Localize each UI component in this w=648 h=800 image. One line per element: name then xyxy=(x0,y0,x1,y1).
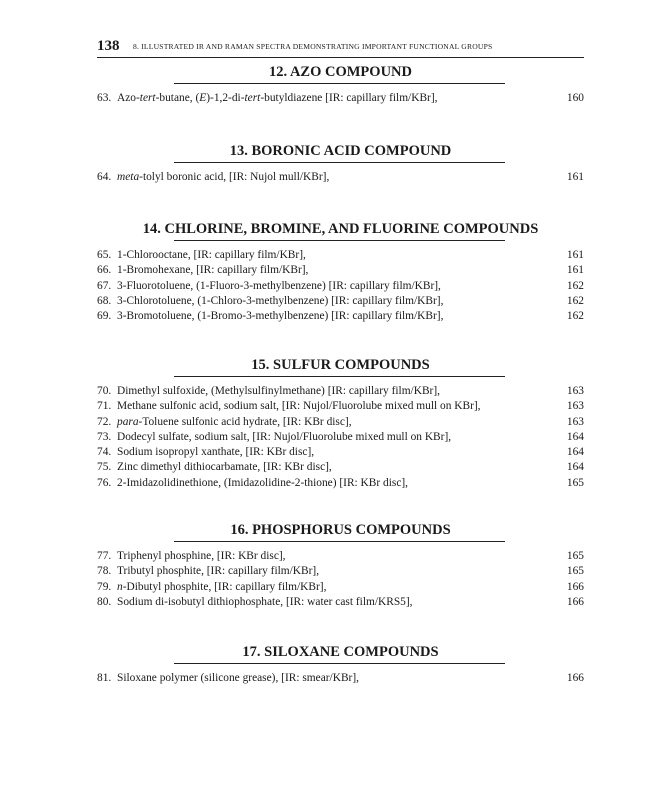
entry-text: Dodecyl sulfate, sodium salt, [IR: Nujol/Fluorolube mixed mull on KBr], xyxy=(117,430,452,443)
section-heading: 13. BORONIC ACID COMPOUND xyxy=(229,143,452,159)
entry-text: Azo-tert-butane, (E)-1,2-di-tert-butyldiazene [IR: capillary film/KBr], xyxy=(117,92,438,104)
section-title xyxy=(97,62,584,87)
entry-number: 64. xyxy=(97,171,112,183)
list-item xyxy=(97,415,584,430)
entry-page: 165 xyxy=(566,476,584,489)
section-heading: 14. CHLORINE, BROMINE, AND FLUORINE COMPOUNDS xyxy=(142,221,539,237)
entry-list xyxy=(97,549,584,610)
page-header xyxy=(97,37,584,58)
list-item xyxy=(97,476,584,491)
entry-page: 160 xyxy=(566,92,584,104)
entry-text: 3-Bromotoluene, (1-Bromo-3-methylbenzene) [IR: capillary film/KBr], xyxy=(117,310,444,323)
entry-number: 66. xyxy=(97,264,112,277)
entry-text: 3-Chlorotoluene, (1-Chloro-3-methylbenzene) [IR: capillary film/KBr], xyxy=(117,294,444,307)
section-title xyxy=(97,355,584,380)
entry-number: 71. xyxy=(97,400,112,413)
list-item xyxy=(97,595,584,610)
entry-page: 166 xyxy=(566,595,584,608)
list-item xyxy=(97,549,584,564)
entry-list xyxy=(97,91,584,106)
entry-text: meta-tolyl boronic acid, [IR: Nujol mull/KBr], xyxy=(117,171,330,183)
section-title xyxy=(97,219,584,244)
section-title xyxy=(97,520,584,545)
list-item xyxy=(97,294,584,309)
entry-number: 65. xyxy=(97,249,112,261)
page-number: 138 xyxy=(97,38,120,54)
section-halogen xyxy=(97,219,584,324)
list-item xyxy=(97,263,584,278)
section-heading: 16. PHOSPHORUS COMPOUNDS xyxy=(230,522,451,538)
list-item xyxy=(97,399,584,414)
entry-number: 79. xyxy=(97,580,112,593)
entry-page: 165 xyxy=(566,550,584,562)
section-heading: 15. SULFUR COMPOUNDS xyxy=(251,357,430,373)
entry-text: Dimethyl sulfoxide, (Methylsulfinylmethane) [IR: capillary film/KBr], xyxy=(117,385,440,397)
entry-page: 166 xyxy=(566,672,584,684)
entry-page: 165 xyxy=(566,565,584,578)
entry-number: 67. xyxy=(97,279,112,292)
entry-text: Tributyl phosphite, [IR: capillary film/KBr], xyxy=(117,565,320,578)
list-item xyxy=(97,430,584,445)
list-item xyxy=(97,384,584,399)
entry-page: 162 xyxy=(566,294,584,307)
section-heading: 12. AZO COMPOUND xyxy=(269,64,412,80)
entry-text: para-Toluene sulfonic acid hydrate, [IR: KBr disc], xyxy=(117,415,352,428)
heading-underline xyxy=(174,162,505,163)
entry-page: 161 xyxy=(566,249,584,261)
entry-text: n-Dibutyl phosphite, [IR: capillary film/KBr], xyxy=(117,580,327,593)
section-heading: 17. SILOXANE COMPOUNDS xyxy=(242,644,439,660)
heading-underline xyxy=(174,240,505,241)
section-azo xyxy=(97,62,584,106)
entry-text: Methane sulfonic acid, sodium salt, [IR: Nujol/Fluorolube mixed mull on KBr], xyxy=(117,400,481,413)
list-item xyxy=(97,564,584,579)
list-item xyxy=(97,248,584,263)
entry-list xyxy=(97,384,584,491)
list-item xyxy=(97,671,584,686)
entry-text: Triphenyl phosphine, [IR: KBr disc], xyxy=(117,550,286,562)
section-title xyxy=(97,141,584,166)
entry-text: Sodium di-isobutyl dithiophosphate, [IR: water cast film/KRS5], xyxy=(117,595,413,608)
entry-number: 68. xyxy=(97,294,112,307)
entry-number: 63. xyxy=(97,92,112,104)
entry-page: 162 xyxy=(566,279,584,292)
heading-underline xyxy=(174,663,505,664)
entry-text: 2-Imidazolidinethione, (Imidazolidine-2-thione) [IR: KBr disc], xyxy=(117,476,409,489)
entry-page: 166 xyxy=(566,580,584,593)
entry-number: 74. xyxy=(97,446,112,459)
entry-text: 1-Chlorooctane, [IR: capillary film/KBr], xyxy=(117,249,306,261)
entry-page: 164 xyxy=(566,461,584,474)
section-boronic-acid xyxy=(97,141,584,185)
list-item xyxy=(97,170,584,185)
entry-text: Siloxane polymer (silicone grease), [IR: smear/KBr], xyxy=(117,672,359,684)
list-item xyxy=(97,279,584,294)
running-head: 8. ILLUSTRATED IR AND RAMAN SPECTRA DEMONSTRATING IMPORTANT FUNCTIONAL GROUPS xyxy=(133,42,493,51)
entry-page: 161 xyxy=(566,171,584,183)
entry-page: 164 xyxy=(566,430,584,443)
entry-number: 80. xyxy=(97,595,112,608)
entry-number: 75. xyxy=(97,461,112,474)
list-item xyxy=(97,445,584,460)
entry-text: Zinc dimethyl dithiocarbamate, [IR: KBr disc], xyxy=(117,461,332,474)
entry-number: 70. xyxy=(97,385,112,397)
entry-page: 161 xyxy=(566,264,584,277)
entry-page: 164 xyxy=(566,446,584,459)
entry-number: 76. xyxy=(97,476,112,489)
heading-underline xyxy=(174,376,505,377)
entry-text: Sodium isopropyl xanthate, [IR: KBr disc], xyxy=(117,446,315,459)
entry-list xyxy=(97,671,584,686)
entry-number: 69. xyxy=(97,310,112,323)
heading-underline xyxy=(174,541,505,542)
list-item xyxy=(97,309,584,324)
entry-page: 163 xyxy=(566,400,584,413)
entry-page: 163 xyxy=(566,415,584,428)
entry-number: 81. xyxy=(97,672,112,684)
entry-number: 73. xyxy=(97,430,112,443)
section-title xyxy=(97,642,584,667)
entry-number: 77. xyxy=(97,550,112,562)
section-siloxane xyxy=(97,642,584,686)
entry-number: 78. xyxy=(97,565,112,578)
entry-list xyxy=(97,248,584,324)
entry-number: 72. xyxy=(97,415,112,428)
entry-text: 1-Bromohexane, [IR: capillary film/KBr], xyxy=(117,264,309,277)
section-sulfur xyxy=(97,355,584,491)
list-item xyxy=(97,460,584,475)
heading-underline xyxy=(174,83,505,84)
list-item xyxy=(97,91,584,106)
entry-list xyxy=(97,170,584,185)
entry-page: 163 xyxy=(566,385,584,397)
entry-text: 3-Fluorotoluene, (1-Fluoro-3-methylbenzene) [IR: capillary film/KBr], xyxy=(117,279,441,292)
section-phosphorus xyxy=(97,520,584,610)
entry-page: 162 xyxy=(566,310,584,323)
list-item xyxy=(97,580,584,595)
